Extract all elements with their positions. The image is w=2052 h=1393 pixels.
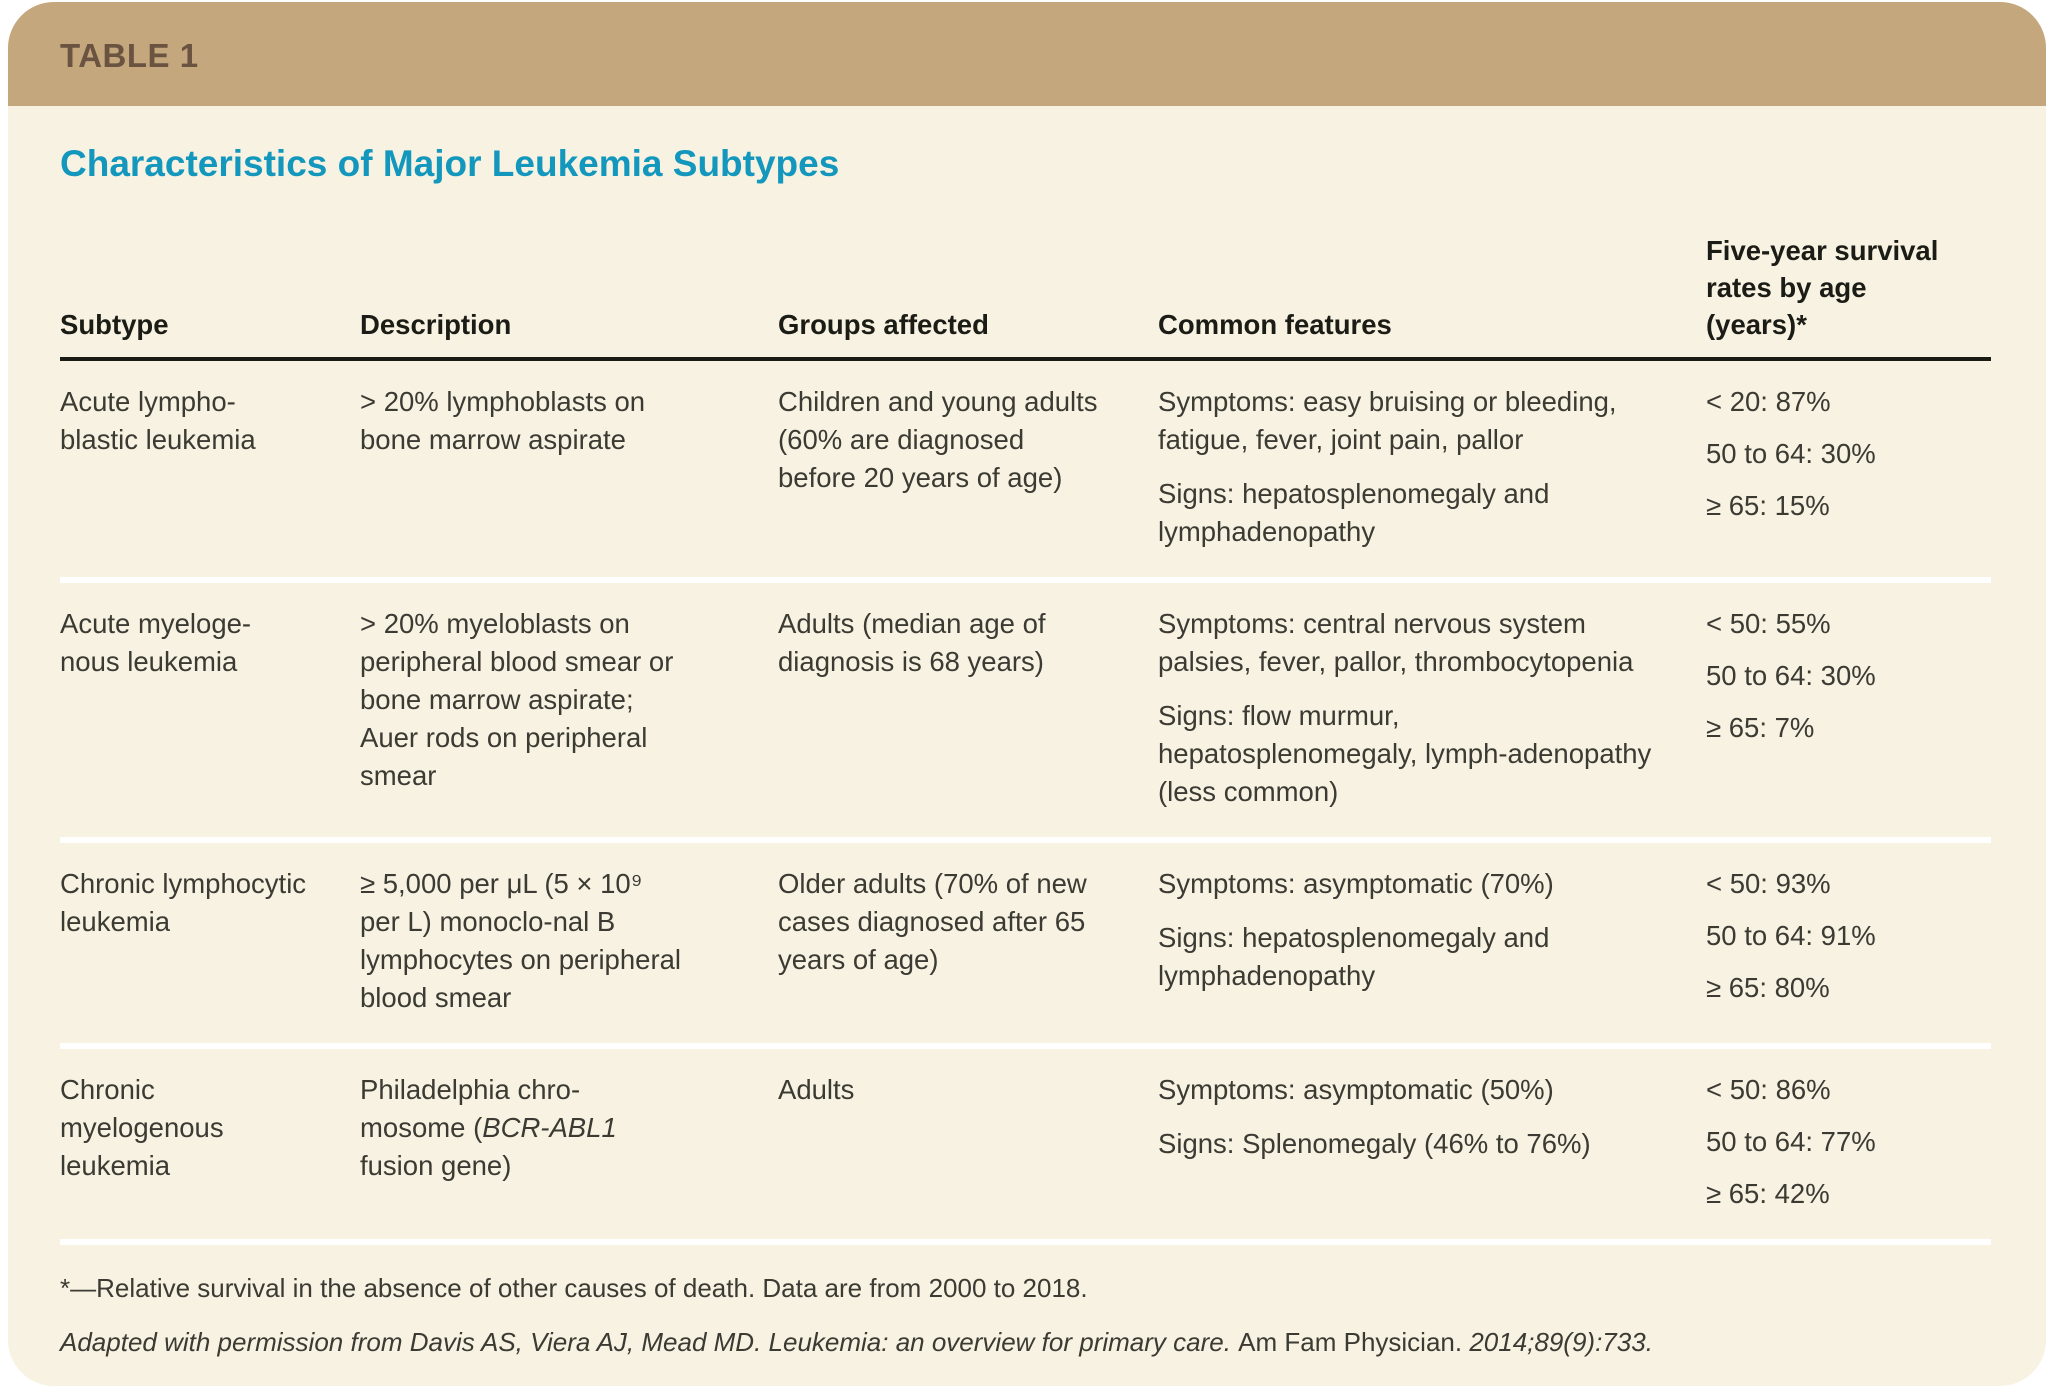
cell-common-features: [1158, 865, 1706, 1017]
survival-rate-line: 50 to 64: 77%: [1706, 1126, 1876, 1157]
column-header-survival-rates: Five-year survival rates by age (years)*: [1706, 235, 1939, 340]
cell-description: > 20% myeloblasts on peripheral blood smear or bone marrow aspirate; Auer rods on peripheral smear: [360, 608, 674, 791]
survival-rate-line: ≥ 65: 42%: [1706, 1178, 1830, 1209]
table-header-bar: [8, 2, 2046, 106]
table-row: [60, 1043, 1991, 1239]
footnote-credit: [60, 1325, 1991, 1359]
survival-rate-line: 50 to 64: 30%: [1706, 660, 1876, 691]
table-card: [8, 2, 2046, 1386]
survival-rate-line: 50 to 64: 91%: [1706, 920, 1876, 951]
cell-survival-rates: [1706, 865, 1991, 1017]
gene-name-italic: BCR-ABL1: [482, 1112, 617, 1143]
table-row: [60, 361, 1991, 577]
column-header-subtype: Subtype: [60, 309, 169, 340]
cell-survival-rates: [1706, 383, 1991, 551]
cell-description: ≥ 5,000 per μL (5 × 10⁹ per L) monoclo-nal B lymphocytes on peripheral blood smear: [360, 868, 682, 1013]
survival-rate-line: 50 to 64: 30%: [1706, 438, 1876, 469]
table-body: [8, 142, 2046, 1359]
column-header-groups-affected: Groups affected: [778, 309, 989, 340]
cell-groups-affected: Adults: [778, 1074, 855, 1105]
table-footnotes: [60, 1239, 1991, 1359]
survival-rate-line: < 20: 87%: [1706, 386, 1831, 417]
cell-groups-affected: Older adults (70% of new cases diagnosed after 65 years of age): [778, 868, 1087, 975]
cell-groups-affected: Children and young adults (60% are diagnosed before 20 years of age): [778, 386, 1098, 493]
cell-common-features: [1158, 1071, 1706, 1213]
signs-text: Signs: hepatosplenomegaly and lymphadenopathy: [1158, 922, 1550, 991]
table-row: [60, 837, 1991, 1043]
survival-rate-line: < 50: 93%: [1706, 868, 1831, 899]
symptoms-text: Symptoms: central nervous system palsies, fever, pallor, thrombocytopenia: [1158, 608, 1634, 677]
credit-journal-name: Am Fam Physician.: [1238, 1327, 1470, 1357]
survival-rate-line: ≥ 65: 7%: [1706, 712, 1815, 743]
table-label: TABLE 1: [60, 37, 199, 74]
cell-subtype: Chronic lymphocytic leukemia: [60, 868, 307, 937]
symptoms-text: Symptoms: easy bruising or bleeding, fatigue, fever, joint pain, pallor: [1158, 386, 1617, 455]
table-row: [60, 577, 1991, 837]
survival-rate-line: < 50: 86%: [1706, 1074, 1831, 1105]
survival-rate-line: ≥ 65: 15%: [1706, 490, 1830, 521]
cell-description: [360, 1071, 778, 1213]
cell-subtype: Chronic myelogenous leukemia: [60, 1074, 224, 1181]
column-header-common-features: Common features: [1158, 309, 1392, 340]
credit-citation-italic: Adapted with permission from Davis AS, Viera AJ, Mead MD. Leukemia: an overview for primary care.: [60, 1327, 1239, 1357]
symptoms-text: Symptoms: asymptomatic (70%): [1158, 868, 1554, 899]
survival-rate-line: ≥ 65: 80%: [1706, 972, 1830, 1003]
column-header-description: Description: [360, 309, 512, 340]
cell-common-features: [1158, 605, 1706, 811]
signs-text: Signs: Splenomegaly (46% to 76%): [1158, 1128, 1591, 1159]
footnote-asterisk: *—Relative survival in the absence of other causes of death. Data are from 2000 to 2018.: [60, 1273, 1088, 1303]
cell-survival-rates: [1706, 1071, 1991, 1213]
description-text: fusion gene): [360, 1150, 512, 1181]
cell-subtype: Acute myeloge-nous leukemia: [60, 608, 252, 677]
credit-volume-italic: 2014;89(9):733.: [1469, 1327, 1653, 1357]
description-text: Philadelphia chro-mosome (: [360, 1074, 581, 1143]
cell-survival-rates: [1706, 605, 1991, 811]
signs-text: Signs: flow murmur, hepatosplenomegaly, lymph-adenopathy (less common): [1158, 700, 1652, 807]
cell-common-features: [1158, 383, 1706, 551]
cell-subtype: Acute lympho-blastic leukemia: [60, 386, 256, 455]
cell-groups-affected: Adults (median age of diagnosis is 68 years): [778, 608, 1046, 677]
column-headers: [60, 232, 1991, 361]
signs-text: Signs: hepatosplenomegaly and lymphadenopathy: [1158, 478, 1550, 547]
survival-rate-line: < 50: 55%: [1706, 608, 1831, 639]
cell-description: > 20% lymphoblasts on bone marrow aspirate: [360, 386, 646, 455]
table-title: Characteristics of Major Leukemia Subtypes: [60, 143, 840, 184]
symptoms-text: Symptoms: asymptomatic (50%): [1158, 1074, 1554, 1105]
